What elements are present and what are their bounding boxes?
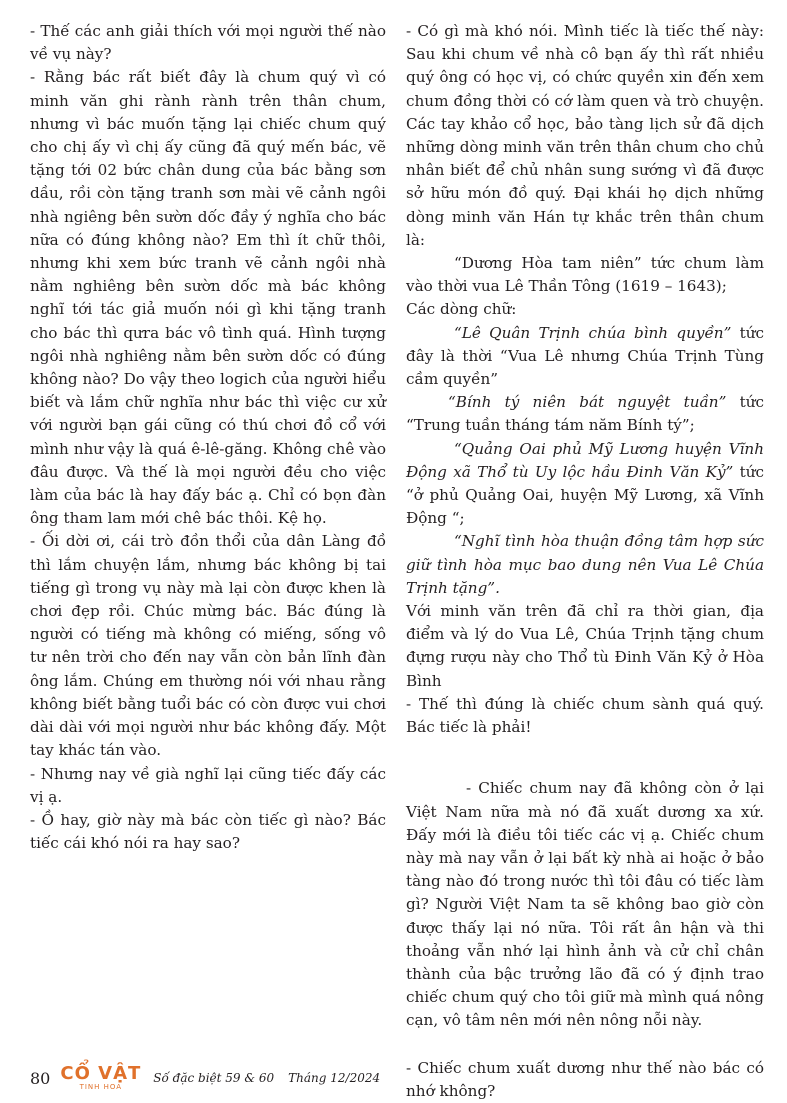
logo-title: CỔ VẬT [60,1063,142,1084]
paragraph: “Dương Hòa tam niên” tức chum làm vào thời vua Lê Thần Tông (1619 – 1643); [406,254,764,296]
spacer [406,739,764,777]
page-footer [30,1064,380,1092]
left-column [30,20,386,855]
logo-subtitle: TINH HOA [79,1083,123,1091]
paragraph: - Thế các anh giải thích với mọi người thế nào về vụ này? [30,22,386,64]
paragraph: - Rằng bác rất biết đây là chum quý vì có minh văn ghi rành rành trên thân chum, nhưng vì bác muốn tặng lại chiếc chum quý cho chị ấy vì chị ấy cũng đã quý mến bác, vẽ tặng tới 02 bức chân dung của bác bằng sơn dầu, rồi còn tặng tranh sơn mài vẽ cảnh ngôi nhà ngiêng bên sườn dốc đầy ý nghĩa cho bác nữa có đúng không nào? Em thì ít chữ thôi, nhưng khi xem bức tranh vẽ cảnh ngôi nhà nằm nghiêng bên sườn dốc mà bác không nghĩ tới tác giả muốn nói gì khi tặng tranh cho bác thì qưra bác vô tình quá. Hình tượng ngôi nhà nghiêng nằm bên sườn dốc có đúng không nào? Do vậy theo logich của người hiểu biết và lắm chữ nghĩa như bác thì việc cư xử với người bạn gái cũng có thú chơi đồ cổ với mình như vậy là quá ê-lê-găng. Không chê vào đâu được. Và thế là mọi người đều cho việc làm của bác là hay đấy bác ạ. Chỉ có bọn đàn ông tham lam mới chê bác thôi. Kệ họ. [30,68,386,528]
translation-text: tức đây là thời “Vua Lê nhưng Chúa Trịnh Tùng cầm quyền” [406,323,765,389]
quote-text: “Quảng Oai phủ Mỹ Lương huyện Vĩnh Động xã Thổ tù Uy lộc hầu Đinh Văn Kỷ” [406,439,764,481]
paragraph: - Có gì mà khó nói. Mình tiếc là tiếc thế này: Sau khi chum về nhà cô bạn ấy thì rất nhiều quý ông có học vị, có chức quyền xin đến xem chum đồng thời có cớ làm quen và trò chuyện. Các tay khảo cổ học, bảo tàng lịch sử đã dịch những dòng minh văn trên thân chum cho chủ nhân biết để chủ nhân sung sướng vì đã được sở hữu món đồ quý. Đại khái họ dịch những dòng minh văn Hán tự khắc trên thân chum là: [406,22,764,249]
paragraph: Với minh văn trên đã chỉ ra thời gian, địa điểm và lý do Vua Lê, Chúa Trịnh tặng chum đựng rượu này cho Thổ tù Đinh Văn Kỷ ở Hòa Bình [406,602,764,690]
quote-paragraph [406,438,764,531]
magazine-logo [60,1065,141,1091]
issue-date: Tháng 12/2024 [288,1071,381,1085]
paragraph: - Nhưng nay về già nghĩ lại cũng tiếc đấy các vị ạ. [30,764,386,806]
right-column [406,20,764,1103]
paragraph: - Thế thì đúng là chiếc chum sành quá quý. Bác tiếc là phải! [406,694,764,737]
paragraph: - Chiếc chum nay đã không còn ở lại Việt Nam nữa mà nó đã xuất dương xa xứ. Đấy mới là điều tôi tiếc các vị ạ. Chiếc chum này mà nay vẫn ở lại bất kỳ nhà ai hoặc ở bảo tàng nào đó trong nước thì tôi đâu có tiếc làm gì? Người Việt Nam ta sẽ không bao giờ còn được thấy lại nó nữa. Tôi rất ân hận và thi thoảng vẫn nhớ lại hình ảnh và cử chỉ chân thành của bậc trưởng lão đã có ý định trao chiếc chum quý cho tôi giữ mà mình quá nông cạn, vô tâm nên mới nên nông nỗi này. [406,779,764,1030]
paragraph: - Chiếc chum xuất dương như thế nào bác có nhớ không? [406,1058,764,1100]
paragraph: - Ối dời ơi, cái trò đồn thổi của dân Làng đồ thì lắm chuyện lắm, nhưng bác không bị tai tiếng gì trong vụ này mà lại còn được khen là chơi đẹp rồi. Chúc mừng bác. Bác đúng là người có tiếng mà không có miếng, sống vô tư nên trời cho đến nay vẫn còn bản lĩnh đàn ông lắm. Chúng em thường nói với nhau rằng không biết bằng tuổi bác có còn được vui chơi dài dài với mọi người như bác không đấy. Một tay khác tán vào. [30,532,386,760]
quote-text: “Lê Quân Trịnh chúa bình quyền” [454,323,732,342]
page-number: 80 [30,1068,51,1088]
quote-paragraph [406,530,764,600]
spacer [406,1033,764,1057]
quote-paragraph [406,322,764,392]
issue-label: Số đặc biệt 59 & 60 [153,1071,275,1085]
translation-text: tức “ở phủ Quảng Oai, huyện Mỹ Lương, xã Vĩnh Động “; [406,462,764,528]
quote-text: “Bính tý niên bát nguyệt tuần” [448,393,727,412]
paragraph: - Ồ hay, giờ này mà bác còn tiếc gì nào? Bác tiếc cái khó nói ra hay sao? [30,810,386,853]
paragraph: Các dòng chữ: [406,300,517,319]
translation-text: tức “Trung tuần tháng tám năm Bính tý”; [406,393,764,435]
quote-paragraph [406,391,764,437]
quote-text: “Nghĩ tình hòa thuận đồng tâm hợp sức giữ tình hòa mục bao dung nên Vua Lê Chúa Trịnh tặng”. [406,532,764,597]
